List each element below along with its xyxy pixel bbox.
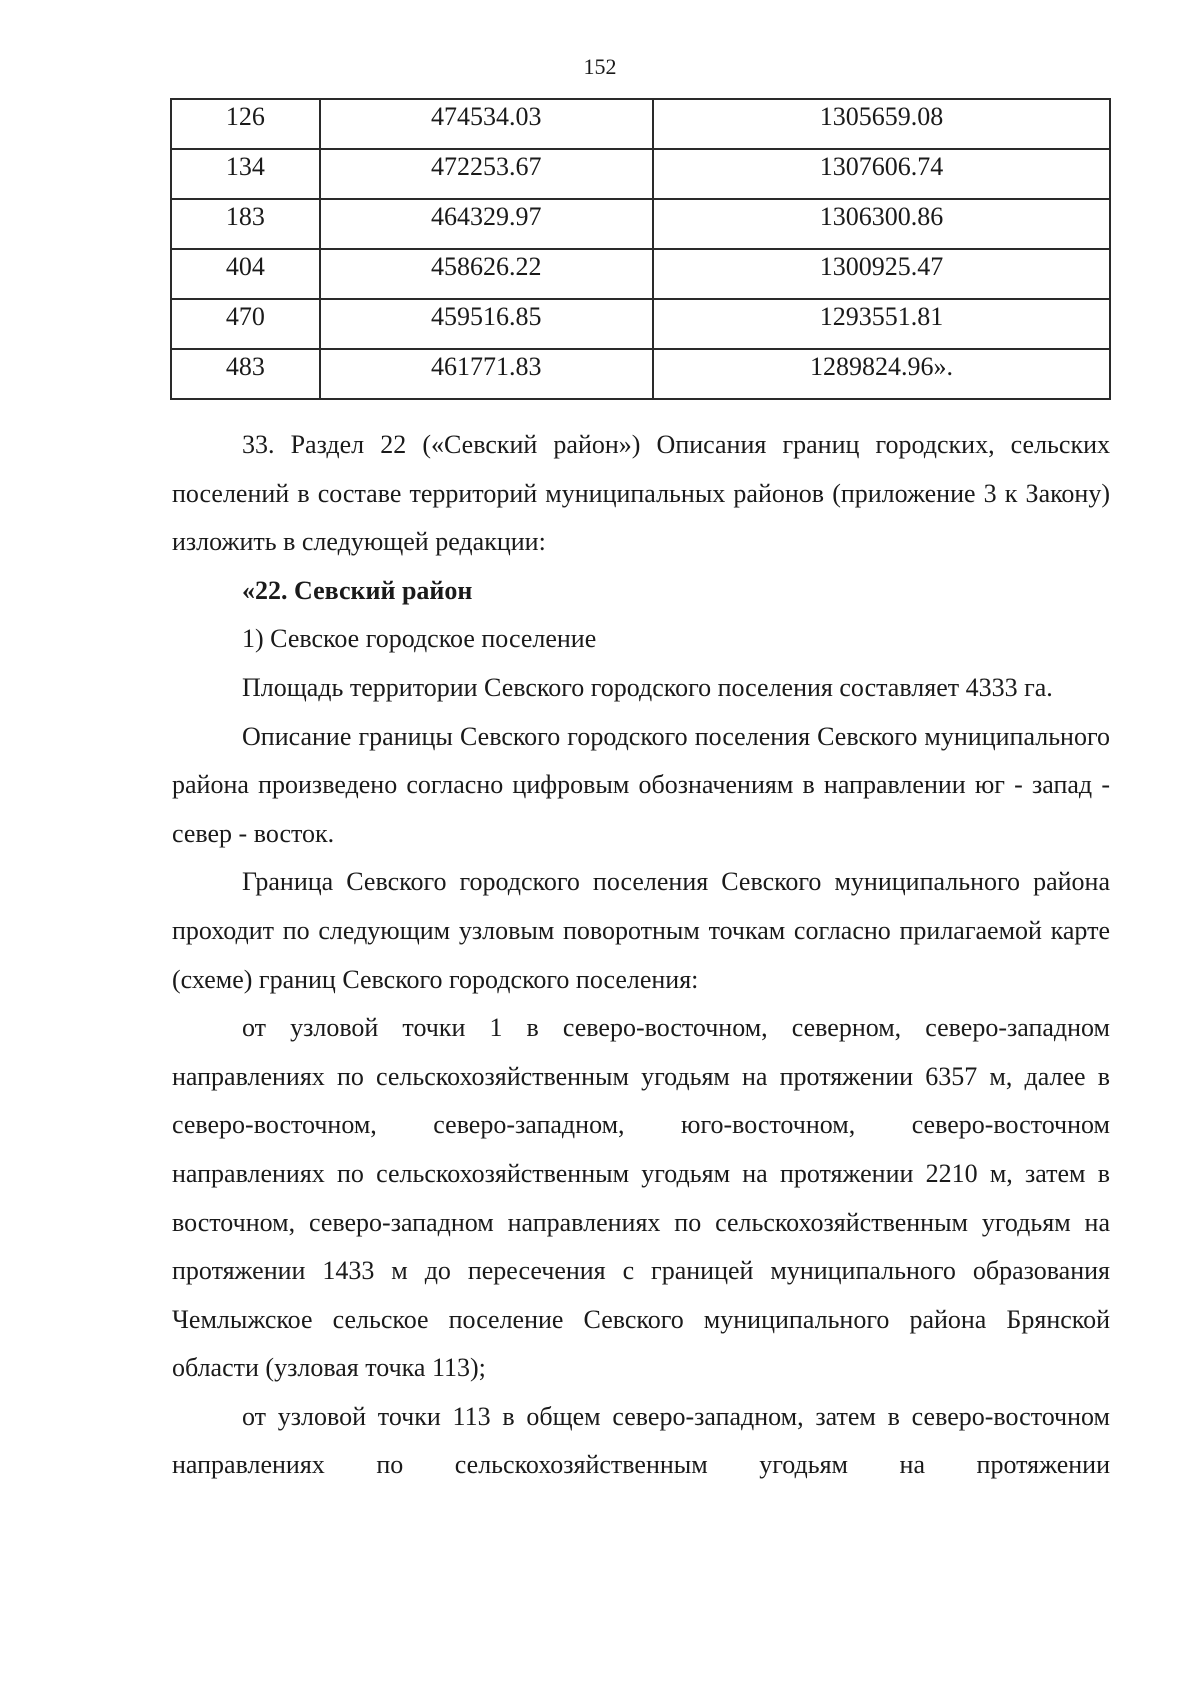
table-row bbox=[171, 149, 1110, 199]
x-coordinate-cell: 474534.03 bbox=[320, 99, 653, 149]
point-number-cell: 134 bbox=[171, 149, 320, 199]
coordinates-table bbox=[170, 98, 1111, 400]
y-coordinate-cell: 1300925.47 bbox=[653, 249, 1110, 299]
area-paragraph: Площадь территории Севского городского поселения составляет 4333 га. bbox=[242, 672, 1053, 702]
table-row bbox=[171, 199, 1110, 249]
table-row bbox=[171, 249, 1110, 299]
boundary-point-113-paragraph: от узловой точки 113 в общем северо-западном, затем в северо-восточном направлениях по сельскохозяйственным угодьям на протяжении bbox=[172, 1401, 1110, 1480]
table-row bbox=[171, 349, 1110, 399]
y-coordinate-cell: 1293551.81 bbox=[653, 299, 1110, 349]
point-number-cell: 483 bbox=[171, 349, 320, 399]
point-number-cell: 126 bbox=[171, 99, 320, 149]
point-number-cell: 470 bbox=[171, 299, 320, 349]
boundary-paragraph: Граница Севского городского поселения Севского муниципального района проходит по следующим узловым поворотным точкам согласно прилагаемой карте (схеме) границ Севского городского поселения: bbox=[172, 867, 1110, 994]
description-paragraph: Описание границы Севского городского поселения Севского муниципального района произведено согласно цифровым обозначениям в направлении юг - запад - север - восток. bbox=[172, 721, 1110, 848]
x-coordinate-cell: 461771.83 bbox=[320, 349, 653, 399]
y-coordinate-cell: 1289824.96». bbox=[653, 349, 1110, 399]
x-coordinate-cell: 458626.22 bbox=[320, 249, 653, 299]
x-coordinate-cell: 459516.85 bbox=[320, 299, 653, 349]
y-coordinate-cell: 1306300.86 bbox=[653, 199, 1110, 249]
point-number-cell: 404 bbox=[171, 249, 320, 299]
subsection-heading: 1) Севское городское поселение bbox=[242, 624, 597, 654]
page-number: 152 bbox=[583, 54, 617, 79]
y-coordinate-cell: 1307606.74 bbox=[653, 149, 1110, 199]
section-heading: «22. Севский район bbox=[242, 575, 473, 605]
y-coordinate-cell: 1305659.08 bbox=[653, 99, 1110, 149]
table-row bbox=[171, 299, 1110, 349]
amendment-paragraph: 33. Раздел 22 («Севский район») Описания границ городских, сельских поселений в составе территорий муниципальных районов (приложение 3 к Закону) изложить в следующей редакции: bbox=[172, 430, 1110, 557]
document-body bbox=[172, 421, 1110, 1490]
table-row bbox=[171, 99, 1110, 149]
x-coordinate-cell: 464329.97 bbox=[320, 199, 653, 249]
boundary-point-1-paragraph: от узловой точки 1 в северо-восточном, северном, северо-западном направлениях по сельскохозяйственным угодьям на протяжении 6357 м, далее в северо-восточном, северо-западном, юго-восточном, северо-восточном направлениях по сельскохозяйственным угодьям на протяжении 2210 м, затем в восточном, северо-западном направлениях по сельскохозяйственным угодьям на протяжении 1433 м до пересечения с границей муниципального образования Чемлыжское сельское поселение Севского муниципального района Брянской области (узловая точка 113); bbox=[172, 1013, 1110, 1383]
x-coordinate-cell: 472253.67 bbox=[320, 149, 653, 199]
point-number-cell: 183 bbox=[171, 199, 320, 249]
